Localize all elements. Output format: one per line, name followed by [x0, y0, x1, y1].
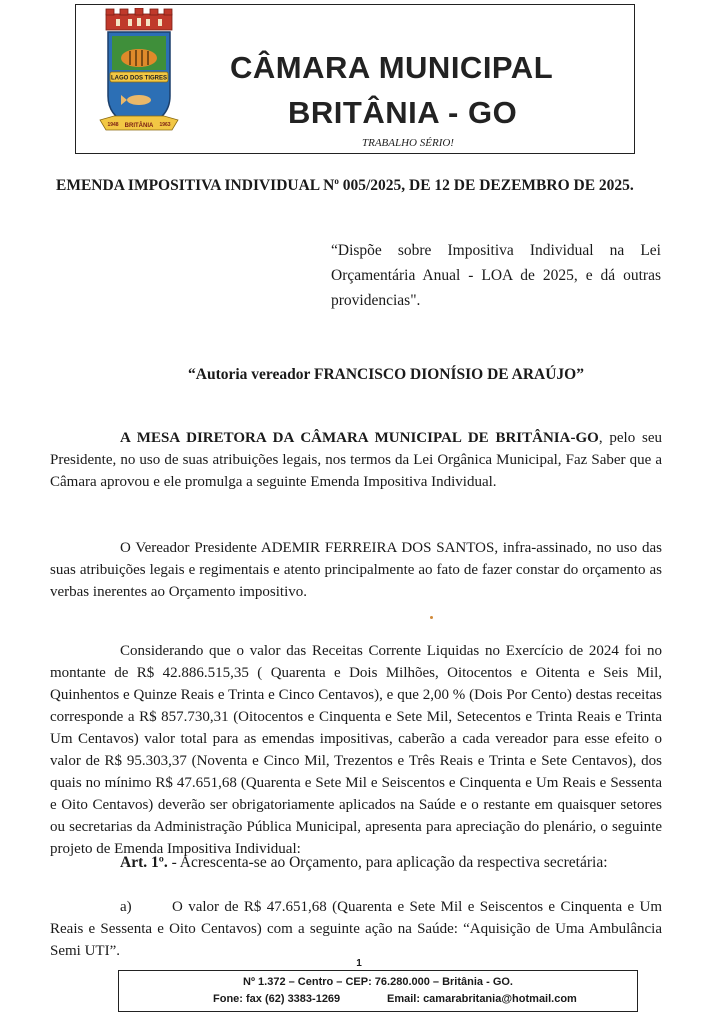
scan-speck — [430, 616, 433, 619]
crest-tiger — [121, 49, 157, 67]
article-item-a-text: O valor de R$ 47.651,68 (Quarenta e Sete Mil e Seiscentos e Cinquenta e Um Reais e Sessenta e Oito Centavos) com a seguinte ação na Saúde: “Aquisição de Uma Ambulância Semi UTI”. — [50, 899, 662, 959]
crest-year-right: 1963 — [159, 122, 171, 128]
authorship-line: “Autoria vereador FRANCISCO DIONÍSIO DE ARAÚJO” — [188, 366, 584, 383]
ementa-summary: “Dispõe sobre Impositiva Individual na Lei Orçamentária Anual - LOA de 2025, e dá outras providencias". — [331, 242, 661, 309]
article-1-text: - Acrescenta-se ao Orçamento, para aplicação da respectiva secretária: — [167, 854, 608, 871]
document-title-superscript: o — [334, 176, 339, 186]
paragraph-considerando — [50, 640, 662, 860]
footer-email: Email: camarabritania@hotmail.com — [387, 993, 577, 1005]
institution-motto: TRABALHO SÉRIO! — [362, 137, 454, 149]
document-title — [56, 176, 634, 195]
institution-title-line1: CÂMARA MUNICIPAL — [230, 50, 554, 85]
crest-fish — [127, 95, 151, 105]
footer-phone: Fone: fax (62) 3383-1269 — [213, 993, 341, 1005]
article-1 — [120, 854, 608, 872]
municipal-crest-logo — [94, 8, 184, 136]
page-number: 1 — [356, 958, 362, 969]
paragraph-promulgation — [50, 427, 662, 493]
article-item-a — [50, 896, 662, 962]
paragraph-promulgation-bold: A MESA DIRETORA DA CÂMARA MUNICIPAL DE BRITÂNIA-GO — [120, 430, 599, 446]
document-title-prefix: EMENDA IMPOSITIVA INDIVIDUAL N — [56, 177, 335, 195]
institution-title-line2: BRITÂNIA - GO — [288, 95, 518, 130]
paragraph-considerando-text: Considerando que o valor das Receitas Corrente Liquidas no Exercício de 2024 foi no montante de R$ 42.886.515,35 ( Quarenta e Dois Milhões, Oitocentos e Oitenta e Seis Mil, Quinhentos e Quinze Reais e Trinta e Cinco Centavos), e que 2,00 % (Dois Por Cento) destas receitas corresponde a R$ 857.730,31 (Oitocentos e Cinquenta e Sete Mil, Setecentos e Trinta Reais e Trinta Um Centavos) valor total para as emendas impositivas, caberão a cada vereador para esse efeito o valor de R$ 95.303,37 (Noventa e Cinco Mil, Trezentos e Três Reais e Trinta e Sete Centavos), dos quais no mínimo R$ 47.651,68 (Quarenta e Sete Mil e Seiscentos e Cinquenta e Um Reais e Sessenta e Oito Centavos) deverão ser obrigatoriamente aplicados na Saúde e o restante em quaisquer setores ou secretarias da Administração Pública Municipal, apresenta para apreciação do plenário, o seguinte projeto de Emenda Impositiva Individual: — [50, 643, 662, 857]
crest-banner-text: LAGO DOS TIGRES — [110, 75, 168, 82]
crest-city-text: BRITÂNIA — [124, 123, 154, 129]
footer-address: Nº 1.372 – Centro – CEP: 76.280.000 – Britânia - GO. — [243, 976, 513, 988]
paragraph-promulgation-text: , pelo seu Presidente, no uso de suas atribuições legais, nos termos da Lei Orgânica Municipal, Faz Saber que a Câmara aprovou e ele promulga a seguinte Emenda Impositiva Individual. — [50, 430, 662, 490]
footer-box — [118, 970, 638, 1012]
document-title-number-date: 005/2025, DE 12 DE DEZEMBRO DE 2025. — [338, 177, 634, 195]
paragraph-president — [50, 537, 662, 603]
paragraph-president-text: O Vereador Presidente ADEMIR FERREIRA DOS SANTOS, infra-assinado, no uso das suas atribuições legais e regimentais e atento principalmente ao fato de fazer constar do orçamento as verbas inerentes ao Orçamento impositivo. — [50, 540, 662, 600]
article-1-label: Art. 1º. — [120, 854, 168, 871]
article-item-a-label: a) — [120, 899, 132, 915]
crest-year-left: 1948 — [107, 122, 119, 128]
